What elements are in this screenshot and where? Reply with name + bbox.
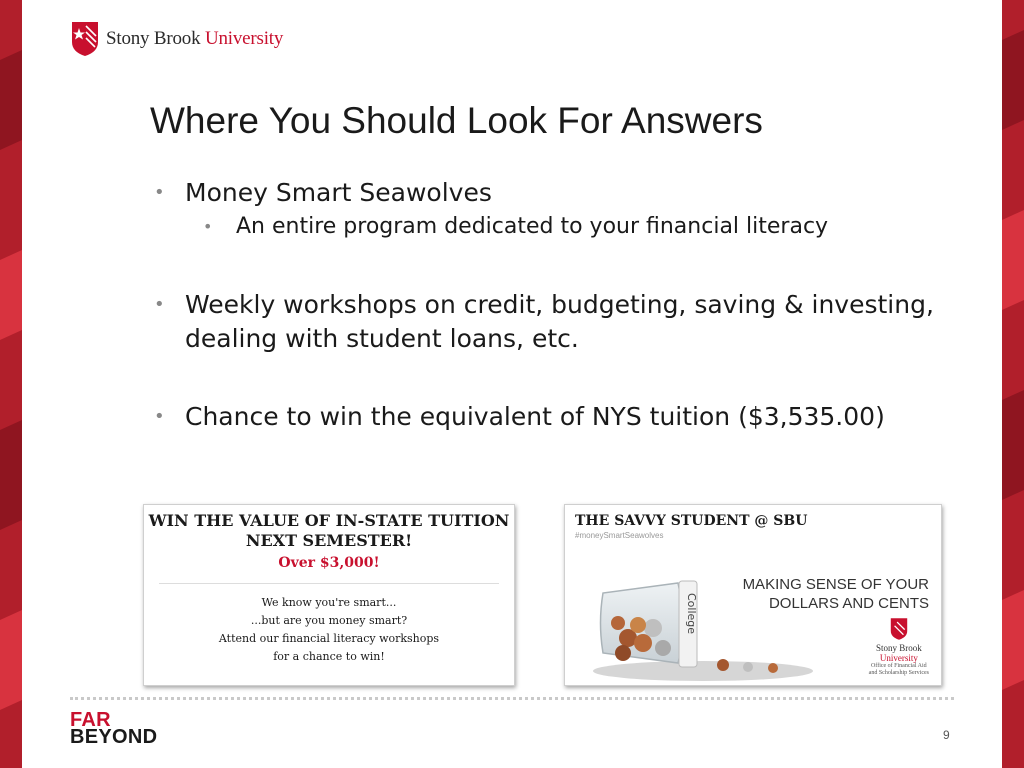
flyer-amount: Over $3,000! [278,555,380,571]
flyer-body: We know you're smart... ...but are you money smart? Attend our financial literacy workshops for a chance to win! [218,596,440,663]
shield-icon [70,20,100,58]
shield-icon [889,617,909,641]
slide-title: Where You Should Look For Answers [150,100,763,141]
bullet-money-smart: • Money Smart Seawolves [150,176,970,210]
bullet-workshops: • Weekly workshops on credit, budgeting, saving & investing, dealing with student loans, etc. [150,288,970,356]
dotted-divider [70,697,954,700]
savvy-student-image [564,504,942,686]
tuition-flyer-image [143,504,515,686]
savvy-tagline: MAKING SENSE OF YOUR DOLLARS AND CENTS [742,576,929,612]
university-logo [70,20,283,58]
page-number: 9 [943,728,950,742]
coin-jar-illustration [583,553,813,685]
brand-name: Stony Brook University [106,28,284,49]
savvy-handle: #moneySmartSeawolves [575,531,664,540]
savvy-title: THE SAVVY STUDENT @ SBU [575,513,808,529]
bullet-tuition-chance: • Chance to win the equivalent of NYS tuition ($3,535.00) [150,400,970,434]
sub-bullet-program: • An entire program dedicated to your financial literacy [150,210,970,244]
flyer-divider [159,583,499,584]
bullet-list [150,176,970,434]
office-logo: Stony Brook University Office of Financial Aid and Scholarship Services [869,617,929,677]
flyer-headline: WIN THE VALUE OF IN-STATE TUITION NEXT SEMESTER! [148,511,510,550]
jar-label: College [685,593,698,635]
far-beyond-logo: FAR BEYOND [70,709,158,748]
